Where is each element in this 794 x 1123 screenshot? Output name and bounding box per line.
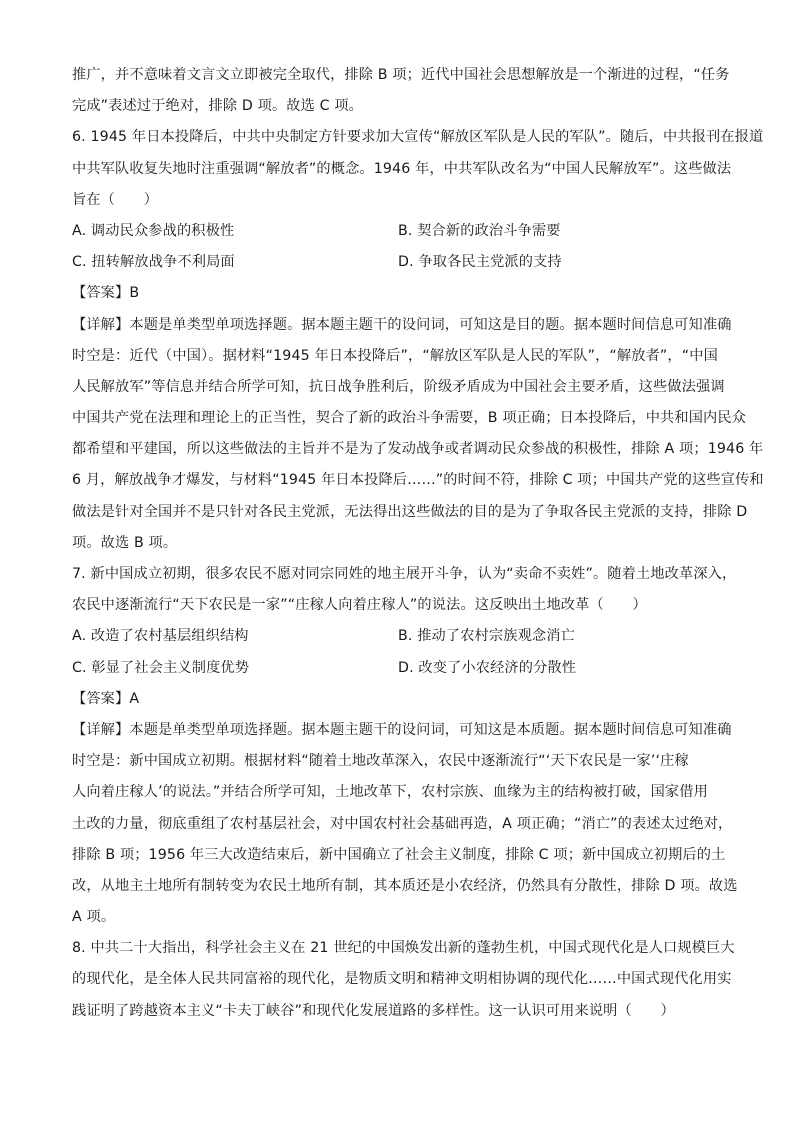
explanation-line: 【详解】本题是单类型单项选择题。据本题主题干的设问词，可知这是本质题。据本题时间信息可知准确: [72, 721, 732, 738]
question-stem-line: 旨在（ ）: [72, 191, 159, 208]
question-8: [72, 933, 735, 1027]
explanation-line: 都希望和平建国，所以这些做法的主旨并不是为了发动战争或者调动民众参战的积极性，排除 A 项；1946 年: [72, 441, 764, 458]
text-line: 推广，并不意味着文言文立即被完全取代，排除 B 项；近代中国社会思想解放是一个渐进的过程，“任务: [72, 67, 730, 83]
explanation-line: 人向着庄稼人’的说法。”并结合所学可知，土地改革下，农村宗族、血缘为主的结构被打破，国家借用: [72, 784, 708, 801]
answer-line: 【答案】B: [72, 285, 140, 302]
options-row: [72, 247, 728, 278]
option-d: D. 争取各民主党派的支持: [398, 254, 562, 271]
option-a: A. 改造了农村基层组织结构: [72, 628, 249, 645]
option-b: B. 契合新的政治斗争需要: [398, 222, 561, 239]
explanation-line: 项。故选 B 项。: [72, 534, 178, 551]
options-row: [72, 653, 728, 684]
explanation-line: 做法是针对全国并不是只针对各民主党派，无法得出这些做法的目的是为了争取各民主党派的支持，排除 D: [72, 503, 748, 520]
question-stem-line: 7. 新中国成立初期，很多农民不愿对同宗同姓的地主展开斗争，认为“卖命不卖姓”。随着土地改革深入，: [72, 566, 737, 582]
explanation-line: 人民解放军”等信息并结合所学可知，抗日战争胜利后，阶级矛盾成为中国社会主要矛盾，这些做法强调: [72, 378, 725, 395]
explanation-line: 排除 B 项；1956 年三大改造结束后，新中国确立了社会主义制度，排除 C 项；新中国成立初期后的土: [72, 846, 726, 863]
question-6: [72, 122, 764, 559]
question-stem-line: 践证明了跨越资本主义“卡夫丁峡谷”和现代化发展道路的多样性。这一认识可用来说明（ ）: [72, 1002, 675, 1019]
option-d: D. 改变了小农经济的分散性: [398, 659, 577, 676]
document-page: [72, 60, 764, 1027]
question-7: [72, 559, 738, 933]
explanation-line: 【详解】本题是单类型单项选择题。据本题主题干的设问词，可知这是目的题。据本题时间信息可知准确: [72, 316, 732, 333]
explanation-line: 时空是：近代（中国）。据材料“1945 年日本投降后”，“解放区军队是人民的军队”，“解放者”，“中国: [72, 347, 718, 364]
explanation-line: 6 月，解放战争才爆发，与材料“1945 年日本投降后……”的时间不符，排除 C 项；中国共产党的这些宣传和: [72, 472, 764, 489]
options-row: [72, 621, 728, 652]
question-stem-line: 6. 1945 年日本投降后，中共中央制定方针要求加大宣传“解放区军队是人民的军队”。随后，中共报刊在报道: [72, 129, 764, 146]
option-a: A. 调动民众参战的积极性: [72, 222, 235, 239]
explanation-line: 中国共产党在法理和理论上的正当性，契合了新的政治斗争需要，B 项正确；日本投降后，中共和国内民众: [72, 410, 747, 427]
question-stem-line: 农民中逐渐流行“天下农民是一家”“庄稼人向着庄稼人”的说法。这反映出土地改革（ ）: [72, 597, 647, 614]
question-stem-line: 8. 中共二十大指出，科学社会主义在 21 世纪的中国焕发出新的蓬勃生机，中国式现代化是人口规模巨大: [72, 940, 735, 957]
option-b: B. 推动了农村宗族观念消亡: [398, 628, 575, 645]
text-line: 完成”表述过于绝对，排除 D 项。故选 C 项。: [72, 98, 364, 115]
question-stem-line: 的现代化，是全体人民共同富裕的现代化，是物质文明和精神文明相协调的现代化……中国式现代化用实: [72, 971, 732, 988]
explanation-line: 改，从地主土地所有制转变为农民土地所有制，其本质还是小农经济，仍然具有分散性，排除 D 项。故选: [72, 877, 738, 894]
answer-line: 【答案】A: [72, 690, 140, 707]
options-row: [72, 216, 728, 247]
explanation-line: 土改的力量，彻底重组了农村基层社会，对中国农村社会基础再造，A 项正确；“消亡”的表述太过绝对，: [72, 815, 733, 832]
option-c: C. 扭转解放战争不利局面: [72, 254, 235, 271]
question-stem-line: 中共军队收复失地时注重强调“解放者”的概念。1946 年，中共军队改名为“中国人民解放军”。这些做法: [72, 160, 732, 177]
explanation-line: A 项。: [72, 909, 116, 926]
explanation-line: 时空是：新中国成立初期。根据材料“随着土地改革深入，农民中逐渐流行“‘天下农民是一家’‘庄稼: [72, 753, 689, 770]
option-c: C. 彰显了社会主义制度优势: [72, 659, 250, 676]
